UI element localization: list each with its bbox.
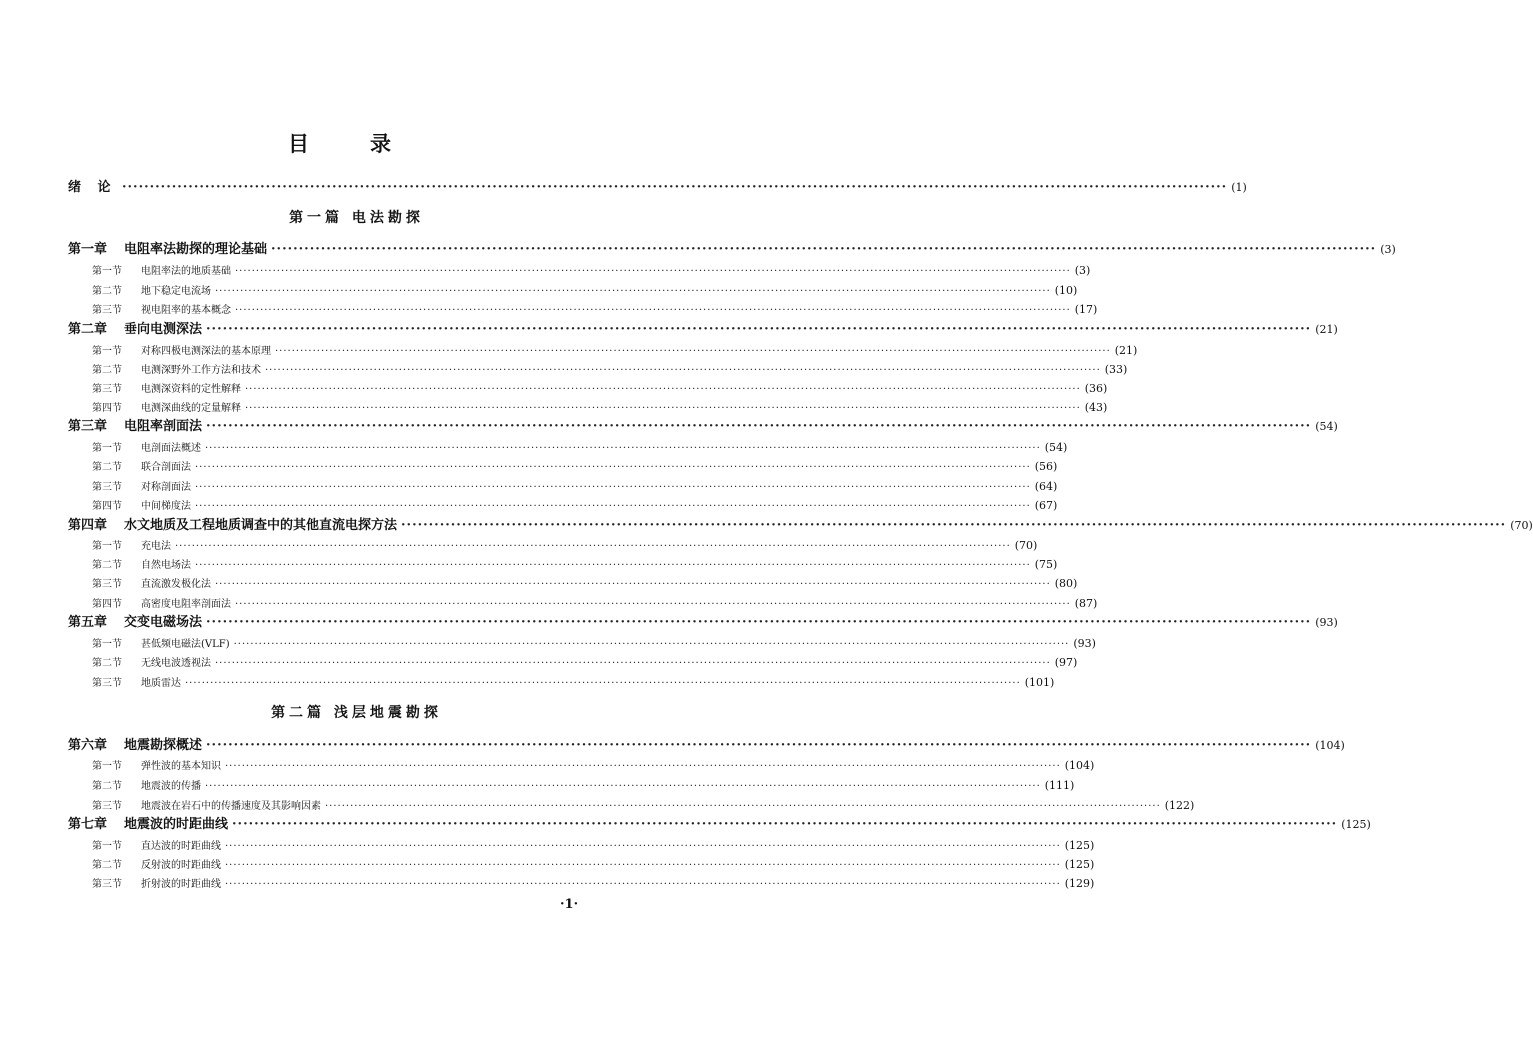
chapter-label: 第五章 [68, 615, 108, 630]
leader-dots: ········································································································································································································ [232, 817, 1338, 832]
leader-dots: ········································································································································································································ [215, 658, 1051, 669]
leader-dots: ········································································································································································································ [206, 615, 1312, 630]
section-entry[interactable] [92, 673, 1055, 693]
section-entry[interactable] [92, 594, 1098, 614]
section-page: (54) [1044, 441, 1068, 454]
chapter-entry[interactable] [68, 516, 1533, 535]
chapter-title: 水文地质及工程地质调查中的其他直流电探方法 [124, 518, 398, 533]
section-entry[interactable] [92, 379, 1108, 399]
leader-dots: ········································································································································································································ [225, 761, 1061, 772]
section-label: 第二节 [92, 658, 122, 669]
section-page: (125) [1064, 858, 1095, 871]
section-title: 视电阻率的基本概念 [141, 305, 231, 316]
section-entry[interactable] [92, 756, 1095, 776]
leader-dots: ········································································································································································································ [275, 346, 1111, 357]
section-entry[interactable] [92, 555, 1058, 575]
section-entry[interactable] [92, 836, 1095, 856]
section-entry[interactable] [92, 477, 1058, 497]
leader-dots: ········································································································································································································ [245, 384, 1081, 395]
section-title: 高密度电阻率剖面法 [141, 599, 231, 610]
leader-dots: ········································································································································································································ [225, 860, 1061, 871]
section-title: 中间梯度法 [141, 501, 191, 512]
section-label: 第二节 [92, 560, 122, 571]
section-label: 第二节 [92, 286, 122, 297]
section-entry[interactable] [92, 574, 1078, 594]
section-page: (122) [1164, 799, 1195, 812]
entry-page: (1) [1231, 181, 1247, 194]
leader-dots: ········································································································································································································ [206, 738, 1312, 753]
leader-dots: ········································································································································································································ [175, 541, 1011, 552]
section-entry[interactable] [92, 855, 1095, 875]
leader-dots: ········································································································································································································ [205, 443, 1041, 454]
section-entry[interactable] [92, 874, 1095, 894]
section-label: 第一节 [92, 346, 122, 357]
section-page: (101) [1024, 676, 1055, 689]
section-page: (64) [1034, 480, 1058, 493]
section-label: 第一节 [92, 266, 122, 277]
chapter-entry[interactable] [68, 736, 1345, 755]
section-entry[interactable] [92, 457, 1058, 477]
chapter-entry[interactable] [68, 240, 1396, 259]
leader-dots: ········································································································································································································ [195, 482, 1031, 493]
section-title: 对称四极电测深法的基本原理 [141, 346, 271, 357]
chapter-entry[interactable] [68, 815, 1371, 834]
section-title: 地震波在岩石中的传播速度及其影响因素 [141, 801, 321, 812]
section-entry[interactable] [92, 796, 1195, 816]
toc-title-char: 录 [370, 132, 391, 156]
section-title: 电测深资料的定性解释 [141, 384, 241, 395]
leader-dots: ········································································································································································································ [265, 365, 1101, 376]
chapter-entry[interactable] [68, 417, 1338, 436]
section-label: 第三节 [92, 579, 122, 590]
section-page: (93) [1073, 637, 1096, 650]
section-label: 第三节 [92, 482, 122, 493]
chapter-label: 第二章 [68, 322, 108, 337]
section-title: 甚低频电磁法(VLF) [141, 639, 230, 650]
section-title: 直流激发极化法 [141, 579, 211, 590]
leader-dots: ········································································································································································································ [235, 266, 1071, 277]
section-page: (33) [1104, 363, 1128, 376]
section-label: 第三节 [92, 678, 122, 689]
chapter-page: (54) [1315, 420, 1338, 433]
section-entry[interactable] [92, 634, 1096, 654]
leader-dots: ········································································································································································································ [195, 501, 1031, 512]
section-label: 第三节 [92, 305, 122, 316]
section-page: (43) [1084, 401, 1108, 414]
toc-intro-entry[interactable] [68, 178, 1247, 197]
chapter-label: 第六章 [68, 738, 108, 753]
leader-dots: ········································································································································································································ [195, 560, 1031, 571]
leader-dots: ········································································································································································································ [185, 678, 1021, 689]
part-heading: 第二篇 浅层地震勘探 [271, 705, 442, 721]
section-page: (21) [1114, 344, 1138, 357]
section-label: 第一节 [92, 841, 122, 852]
section-page: (67) [1034, 499, 1058, 512]
section-page: (36) [1084, 382, 1108, 395]
chapter-title: 地震勘探概述 [124, 738, 203, 753]
leader-dots: ········································································································································································································ [225, 879, 1061, 890]
section-entry[interactable] [92, 398, 1108, 418]
section-page: (75) [1034, 558, 1058, 571]
leader-dots: ········································································································································································································ [195, 462, 1031, 473]
section-title: 地震波的传播 [141, 781, 201, 792]
chapter-page: (70) [1510, 519, 1533, 532]
section-title: 联合剖面法 [141, 462, 191, 473]
section-label: 第二节 [92, 860, 122, 871]
section-label: 第四节 [92, 599, 122, 610]
chapter-title: 交变电磁场法 [124, 615, 203, 630]
section-label: 第一节 [92, 639, 122, 650]
leader-dots: ········································································································································································································ [215, 579, 1051, 590]
section-title: 充电法 [141, 541, 171, 552]
section-title: 电测深野外工作方法和技术 [141, 365, 261, 376]
chapter-title: 垂向电测深法 [124, 322, 203, 337]
section-entry[interactable] [92, 281, 1078, 301]
section-entry[interactable] [92, 496, 1058, 516]
chapter-page: (93) [1315, 616, 1338, 629]
chapter-entry[interactable] [68, 613, 1338, 632]
leader-dots: ········································································································································································································ [122, 180, 1228, 195]
section-entry[interactable] [92, 776, 1075, 796]
section-page: (111) [1044, 779, 1075, 792]
section-label: 第二节 [92, 781, 122, 792]
section-title: 弹性波的基本知识 [141, 761, 221, 772]
chapter-page: (21) [1315, 323, 1338, 336]
section-title: 反射波的时距曲线 [141, 860, 221, 871]
section-page: (3) [1074, 264, 1091, 277]
leader-dots: ········································································································································································································ [235, 599, 1071, 610]
section-label: 第一节 [92, 541, 122, 552]
section-entry[interactable] [92, 261, 1091, 281]
section-entry[interactable] [92, 438, 1068, 458]
chapter-page: (104) [1315, 739, 1345, 752]
leader-dots: ········································································································································································································ [325, 801, 1161, 812]
section-label: 第二节 [92, 462, 122, 473]
section-label: 第一节 [92, 761, 122, 772]
section-page: (104) [1064, 759, 1095, 772]
part-heading: 第一篇 电法勘探 [289, 210, 424, 226]
section-title: 对称剖面法 [141, 482, 191, 493]
page-number: ·1· [560, 897, 579, 912]
section-page: (70) [1014, 539, 1038, 552]
section-title: 电剖面法概述 [141, 443, 201, 454]
section-label: 第三节 [92, 384, 122, 395]
section-title: 电测深曲线的定量解释 [141, 403, 241, 414]
toc-title [0, 131, 713, 161]
section-title: 折射波的时距曲线 [141, 879, 221, 890]
chapter-title: 电阻率剖面法 [124, 419, 203, 434]
section-label: 第二节 [92, 365, 122, 376]
chapter-label: 第三章 [68, 419, 108, 434]
section-entry[interactable] [92, 341, 1138, 361]
section-page: (97) [1054, 656, 1078, 669]
section-title: 地下稳定电流场 [141, 286, 211, 297]
section-page: (125) [1064, 839, 1095, 852]
section-label: 第三节 [92, 879, 122, 890]
section-title: 自然电场法 [141, 560, 191, 571]
leader-dots: ········································································································································································································ [225, 841, 1061, 852]
section-page: (87) [1074, 597, 1098, 610]
section-label: 第一节 [92, 443, 122, 454]
chapter-label: 第四章 [68, 518, 108, 533]
chapter-title: 地震波的时距曲线 [124, 817, 229, 832]
section-page: (10) [1054, 284, 1078, 297]
section-title: 直达波的时距曲线 [141, 841, 221, 852]
section-title: 无线电波透视法 [141, 658, 211, 669]
section-label: 第三节 [92, 801, 122, 812]
chapter-label: 第七章 [68, 817, 108, 832]
chapter-page: (3) [1380, 243, 1396, 256]
leader-dots: ········································································································································································································ [206, 322, 1312, 337]
leader-dots: ········································································································································································································ [206, 419, 1312, 434]
chapter-entry[interactable] [68, 320, 1338, 339]
section-entry[interactable] [92, 300, 1098, 320]
leader-dots: ········································································································································································································ [271, 242, 1377, 257]
section-entry[interactable] [92, 653, 1078, 673]
section-label: 第四节 [92, 501, 122, 512]
section-page: (129) [1064, 877, 1095, 890]
chapter-page: (125) [1341, 818, 1371, 831]
leader-dots: ········································································································································································································ [205, 781, 1041, 792]
entry-label: 绪 论 [68, 180, 117, 195]
leader-dots: ········································································································································································································ [401, 518, 1507, 533]
section-title: 地质雷达 [141, 678, 181, 689]
section-entry[interactable] [92, 360, 1128, 380]
section-page: (56) [1034, 460, 1058, 473]
leader-dots: ········································································································································································································ [245, 403, 1081, 414]
section-title: 电阻率法的地质基础 [141, 266, 231, 277]
leader-dots: ········································································································································································································ [215, 286, 1051, 297]
chapter-label: 第一章 [68, 242, 108, 257]
section-page: (17) [1074, 303, 1098, 316]
chapter-title: 电阻率法勘探的理论基础 [124, 242, 268, 257]
section-label: 第四节 [92, 403, 122, 414]
leader-dots: ········································································································································································································ [235, 305, 1071, 316]
section-entry[interactable] [92, 536, 1038, 556]
leader-dots: ········································································································································································································ [233, 639, 1070, 650]
toc-title-char: 目 [288, 132, 309, 156]
section-page: (80) [1054, 577, 1078, 590]
